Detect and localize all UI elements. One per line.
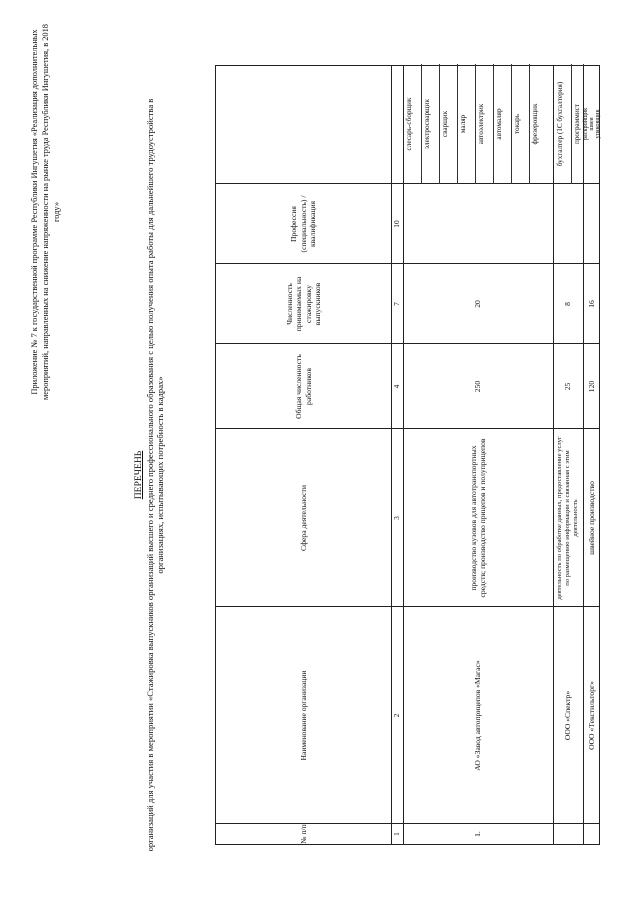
activity-sphere: швейное производство xyxy=(587,481,597,555)
profession-item: бухгалтер (1С бухгалтерия) xyxy=(556,81,564,167)
organizations-table xyxy=(215,65,600,845)
header-interns: Численность принимаемых на стажировку выпускников xyxy=(284,276,322,332)
header-org: Наименование организации xyxy=(298,670,308,761)
header-total: Общая численность работников xyxy=(294,354,313,419)
document-heading xyxy=(134,85,166,865)
organization-name: АО «Завод автоприцепов «Магас» xyxy=(473,660,483,771)
profession-item: сварщик xyxy=(441,110,449,138)
profession-item: электросварщик xyxy=(423,99,431,149)
profession-item: фрезеровщик xyxy=(531,103,539,145)
column-number: 1 xyxy=(392,832,402,836)
total-employees: 250 xyxy=(473,380,483,393)
total-employees: 25 xyxy=(563,382,573,391)
profession-item: автомаляр xyxy=(495,108,503,140)
interns-count: 8 xyxy=(563,302,573,306)
profession-item: программист xyxy=(573,103,581,145)
profession-item: упаковщик xyxy=(594,109,601,139)
header-professions: Профессия (специальность) / квалификация xyxy=(289,195,318,253)
column-number: 10 xyxy=(392,220,402,228)
column-number: 3 xyxy=(392,516,402,520)
activity-sphere: производство кузовов для автотранспортных средств; производство прицепов и полуприцепов xyxy=(468,438,487,598)
total-employees: 120 xyxy=(587,380,597,393)
activity-sphere: деятельность по обработке данных, предоставление услуг по размещению информации и связанная с этим деятельность xyxy=(556,436,579,600)
row-number: 1. xyxy=(473,831,483,837)
profession-item: токарь xyxy=(513,113,521,135)
document-title: ПЕРЕЧЕНЬ xyxy=(133,450,144,500)
organization-name: ООО «Спектр» xyxy=(563,690,573,741)
profession-item: слесарь-сборщик xyxy=(405,97,413,151)
interns-count: 20 xyxy=(473,300,483,308)
organization-name: ООО «Текстильторг» xyxy=(587,681,597,750)
column-number: 2 xyxy=(392,713,402,718)
document-subtitle: организаций для участия в мероприятии «Стажировка выпускников организаций высшего и среднего профессионального образования с целью получения опыта работы для дальнейшего трудоустройства в организациях, испытывающих потребность в кадрах» xyxy=(144,98,166,852)
profession-item: маляр xyxy=(459,114,467,134)
header-sphere: Сфера деятельности xyxy=(298,485,308,551)
profession-item: швея xyxy=(588,117,595,131)
column-number: 7 xyxy=(392,302,402,306)
interns-count: 16 xyxy=(587,300,597,308)
profession-item: автоэлектрик xyxy=(477,103,485,145)
column-number: 4 xyxy=(392,384,402,389)
appendix-note: Приложение № 7 к государственной программе Республики Ингушетия «Реализация дополнительных мероприятий, направленных на снижение напряженности на рынке труда Республики Ингушетия, в 2018 году» xyxy=(30,24,61,400)
profession-item: раскройщик xyxy=(582,107,589,141)
header-num: № п/п xyxy=(298,824,308,844)
